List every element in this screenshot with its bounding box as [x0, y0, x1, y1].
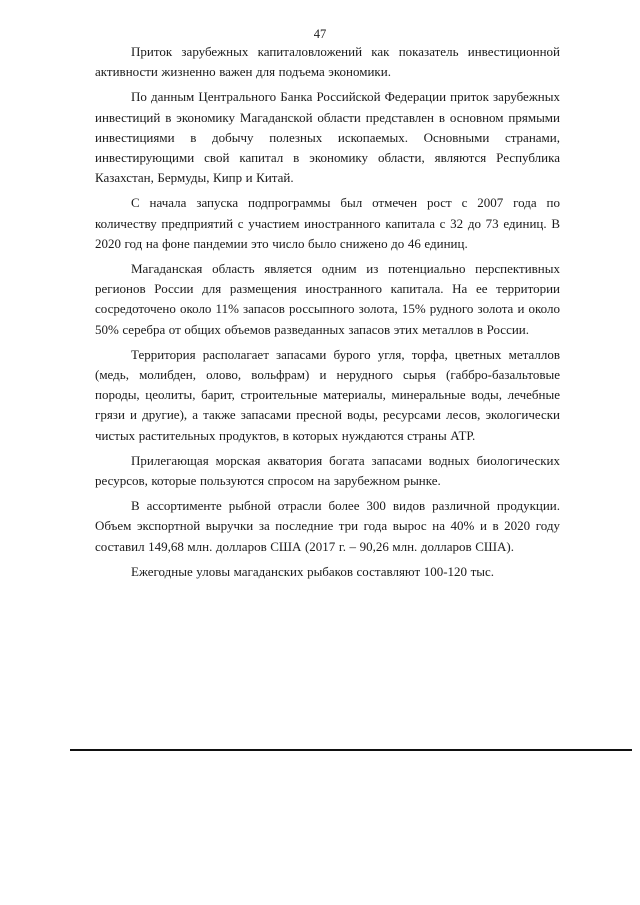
page-number: 47	[313, 27, 327, 41]
paragraph-subprogram-growth: С начала запуска подпрограммы был отмечен рост с 2007 года по количеству предприятий с участием иностранного капитала с 32 до 73 единиц. В 2020 год на фоне пандемии это число было снижено до 46 единиц.	[95, 195, 560, 251]
paragraph-annual-catch: Ежегодные уловы магаданских рыбаков составляют 100-120 тыс.	[131, 563, 495, 579]
paragraph-region-potential: Магаданская область является одним из потенциально перспективных регионов России для размещения иностранного капитала. На ее территории сосредоточено около 11% запасов россыпного золота, 15% рудного золота и около 50% серебра от общих объемов разведанных запасов этих металлов в России.	[95, 261, 560, 337]
paragraph-fishing-export: В ассортименте рыбной отрасли более 300 видов различной продукции. Объем экспортной выручки за последние три года вырос на 40% и в 2020 году составил 149,68 млн. долларов США (2017 г. – 90,26 млн. долларов США).	[95, 498, 560, 554]
paragraph-central-bank: По данным Центрального Банка Российской Федерации приток зарубежных инвестиций в экономику Магаданской области представлен в основном прямыми инвестициями в добычу полезных ископаемых. Основными странами, инвестирующими свой капитал в экономику области, являются Республика Казахстан, Бермуды, Кипр и Китай.	[95, 89, 560, 186]
paragraph-investment-inflow: Приток зарубежных капиталовложений как показатель инвестиционной активности жизненно важен для подъема экономики.	[95, 44, 560, 80]
footer-divider	[70, 749, 632, 751]
document-body	[95, 42, 560, 587]
paragraph-natural-resources: Территория располагает запасами бурого угля, торфа, цветных металлов (медь, молибден, олово, вольфрам) и нерудного сырья (габбро-базальтовые породы, цеолиты, барит, строительные материалы, минеральные воды, лечебные грязи и другие), а также запасами пресной воды, ресурсами лесов, экологически чистых растительных продуктов, в которых нуждаются страны АТР.	[95, 346, 560, 443]
paragraph-marine-resources: Прилегающая морская акватория богата запасами водных биологических ресурсов, которые пользуются спросом на зарубежном рынке.	[95, 452, 560, 489]
